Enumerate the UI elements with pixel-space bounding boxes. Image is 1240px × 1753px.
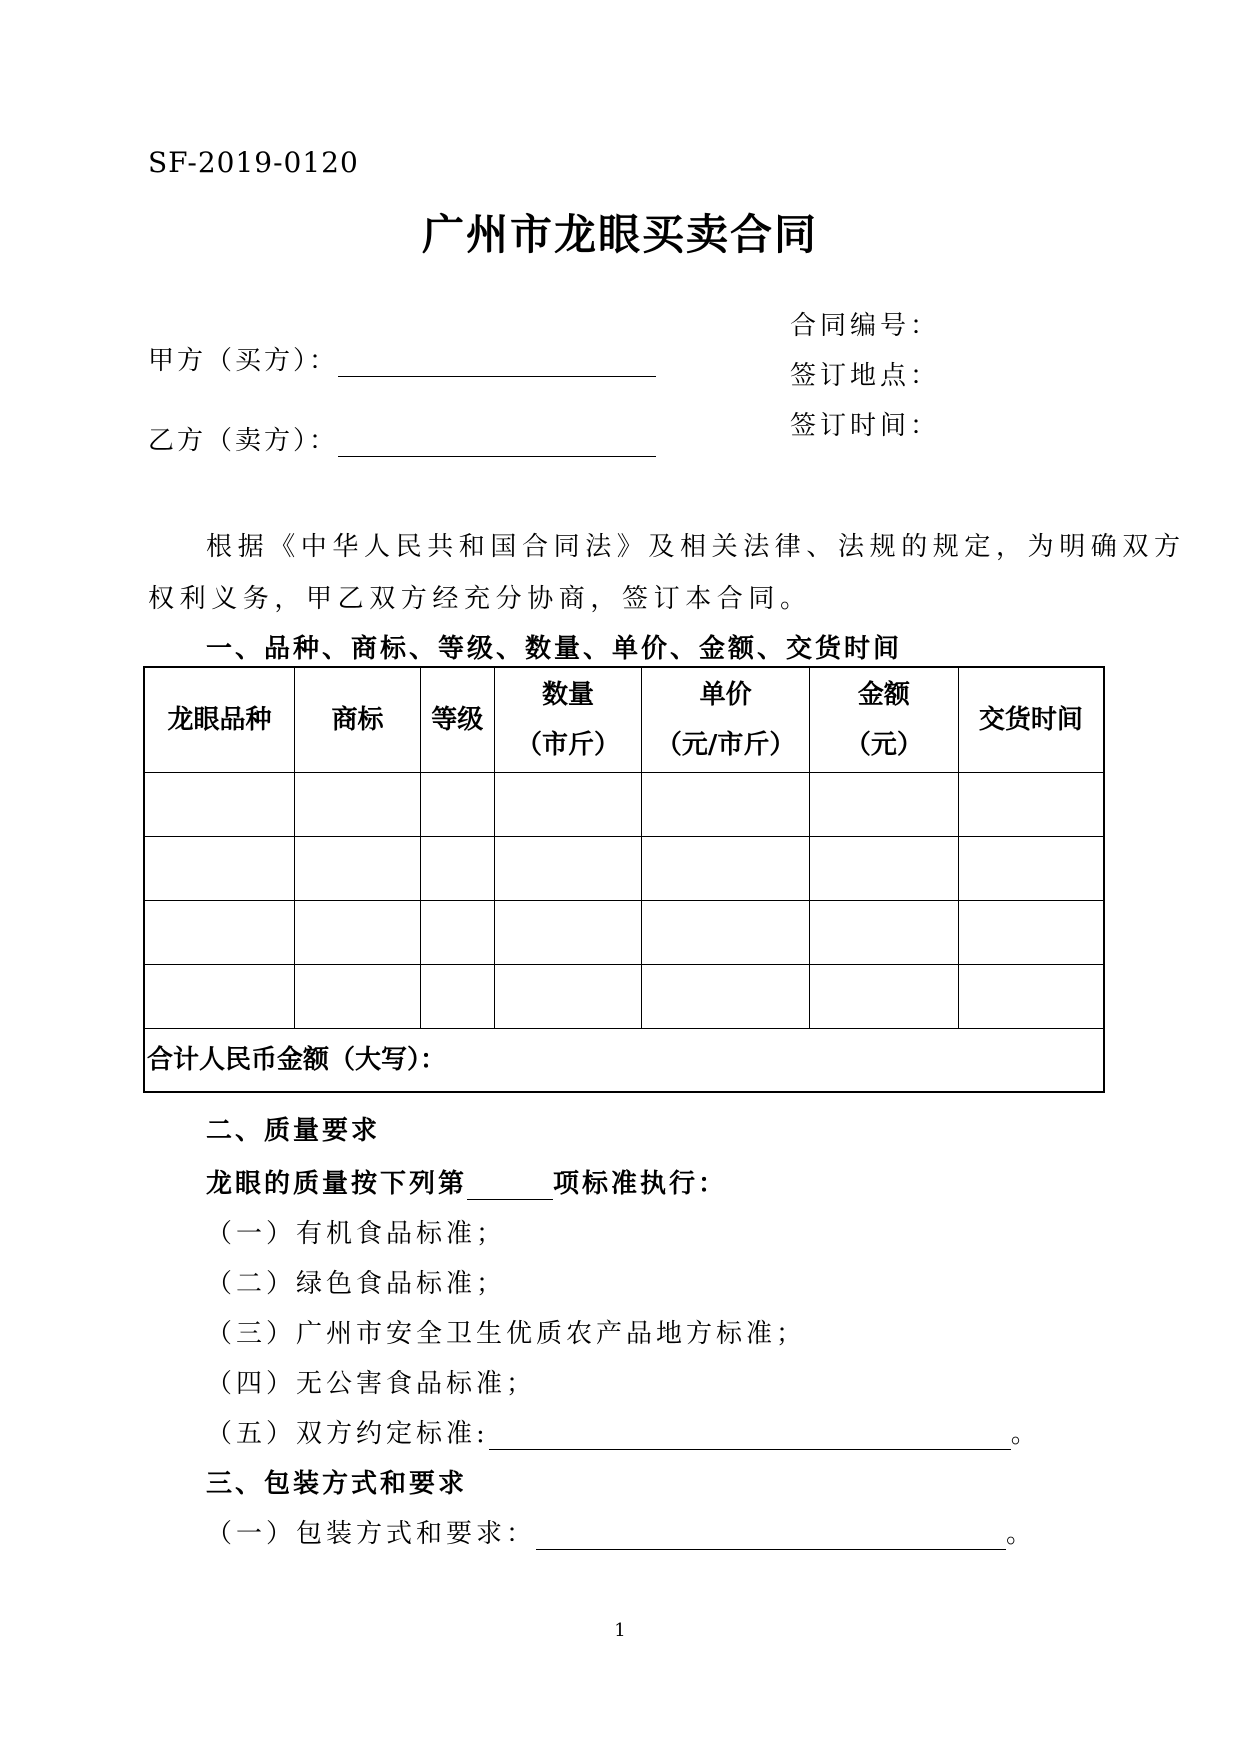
packaging-blank <box>536 1519 1006 1550</box>
table-row <box>144 837 1104 901</box>
table-cell <box>642 773 810 837</box>
quality-item-2: （二）绿色食品标准； <box>206 1269 507 1299</box>
party-b-row <box>148 420 656 457</box>
header-unit-price-unit: （元/市斤） <box>655 730 796 760</box>
table-cell <box>144 837 295 901</box>
header-variety: 龙眼品种 <box>144 667 295 773</box>
party-b-label: 乙方（卖方）： <box>148 426 339 456</box>
table-header-row <box>144 667 1104 773</box>
header-amount <box>810 667 959 773</box>
table-cell <box>420 773 494 837</box>
table-cell <box>144 773 295 837</box>
table-cell <box>144 965 295 1029</box>
table-cell <box>494 837 642 901</box>
header-quantity-label: 数量 <box>541 680 594 710</box>
table-cell <box>810 837 959 901</box>
quality-item-4: （四）无公害食品标准； <box>206 1369 537 1399</box>
table-cell <box>810 901 959 965</box>
header-amount-label: 金额 <box>857 680 910 710</box>
section-3-heading: 三、包装方式和要求 <box>206 1469 468 1499</box>
section-2-heading: 二、质量要求 <box>206 1116 381 1146</box>
table-cell <box>420 837 494 901</box>
party-b-blank <box>338 426 656 457</box>
table-row <box>144 901 1104 965</box>
table-total-row <box>144 1029 1104 1093</box>
table-cell <box>958 965 1104 1029</box>
contract-number-label: 合同编号： <box>790 311 941 341</box>
quality-intro-after: 项标准执行： <box>553 1169 728 1199</box>
party-a-row <box>148 340 656 377</box>
table-cell <box>144 901 295 965</box>
packaging-item-1-end: 。 <box>1006 1519 1037 1549</box>
header-amount-unit: （元） <box>844 730 923 760</box>
document-code: SF-2019-0120 <box>148 146 359 179</box>
table-cell <box>420 965 494 1029</box>
quality-item-5 <box>206 1413 1041 1450</box>
table-cell <box>494 773 642 837</box>
table-cell <box>810 773 959 837</box>
quality-item-3: （三）广州市安全卫生优质农产品地方标准； <box>206 1319 807 1349</box>
table-cell <box>295 901 421 965</box>
table-cell <box>420 901 494 965</box>
party-a-blank <box>338 346 656 377</box>
table-cell <box>295 837 421 901</box>
intro-line-1: 根据《中华人民共和国合同法》及相关法律、法规的规定，为明确双方 <box>206 532 1186 562</box>
header-quantity <box>494 667 642 773</box>
table-cell <box>810 965 959 1029</box>
table-cell <box>642 901 810 965</box>
table-cell <box>295 965 421 1029</box>
sign-place-label: 签订地点： <box>790 361 941 391</box>
sign-time-label: 签订时间： <box>790 411 941 441</box>
table-cell <box>958 837 1104 901</box>
table-row <box>144 773 1104 837</box>
quality-standard-blank <box>467 1171 553 1200</box>
table-row <box>144 965 1104 1029</box>
section-1-heading: 一、品种、商标、等级、数量、单价、金额、交货时间 <box>206 634 903 664</box>
total-amount-label: 合计人民币金额（大写）： <box>144 1029 1104 1093</box>
quality-item-5-label: （五）双方约定标准: <box>206 1419 489 1449</box>
quality-intro-before: 龙眼的质量按下列第 <box>206 1169 468 1199</box>
page-number: 1 <box>614 1620 626 1641</box>
packaging-item-1-label: （一）包装方式和要求： <box>206 1519 537 1549</box>
table-cell <box>494 901 642 965</box>
goods-table <box>143 666 1105 1093</box>
table-cell <box>295 773 421 837</box>
table-cell <box>642 965 810 1029</box>
table-cell <box>494 965 642 1029</box>
packaging-item-1 <box>206 1513 1036 1550</box>
quality-item-1: （一）有机食品标准； <box>206 1219 507 1249</box>
party-a-label: 甲方（买方）： <box>148 346 339 376</box>
header-unit-price <box>642 667 810 773</box>
agreed-standard-blank <box>489 1419 1011 1450</box>
quality-intro <box>206 1163 727 1200</box>
intro-line-2: 权利义务，甲乙双方经充分协商，签订本合同。 <box>148 584 812 614</box>
header-quantity-unit: （市斤） <box>515 730 620 760</box>
header-brand: 商标 <box>295 667 421 773</box>
table-cell <box>642 837 810 901</box>
quality-item-5-end: 。 <box>1010 1419 1041 1449</box>
header-delivery-time: 交货时间 <box>958 667 1104 773</box>
table-cell <box>958 901 1104 965</box>
header-unit-price-label: 单价 <box>699 680 752 710</box>
header-grade: 等级 <box>420 667 494 773</box>
table-cell <box>958 773 1104 837</box>
contract-title: 广州市龙眼买卖合同 <box>421 210 818 259</box>
